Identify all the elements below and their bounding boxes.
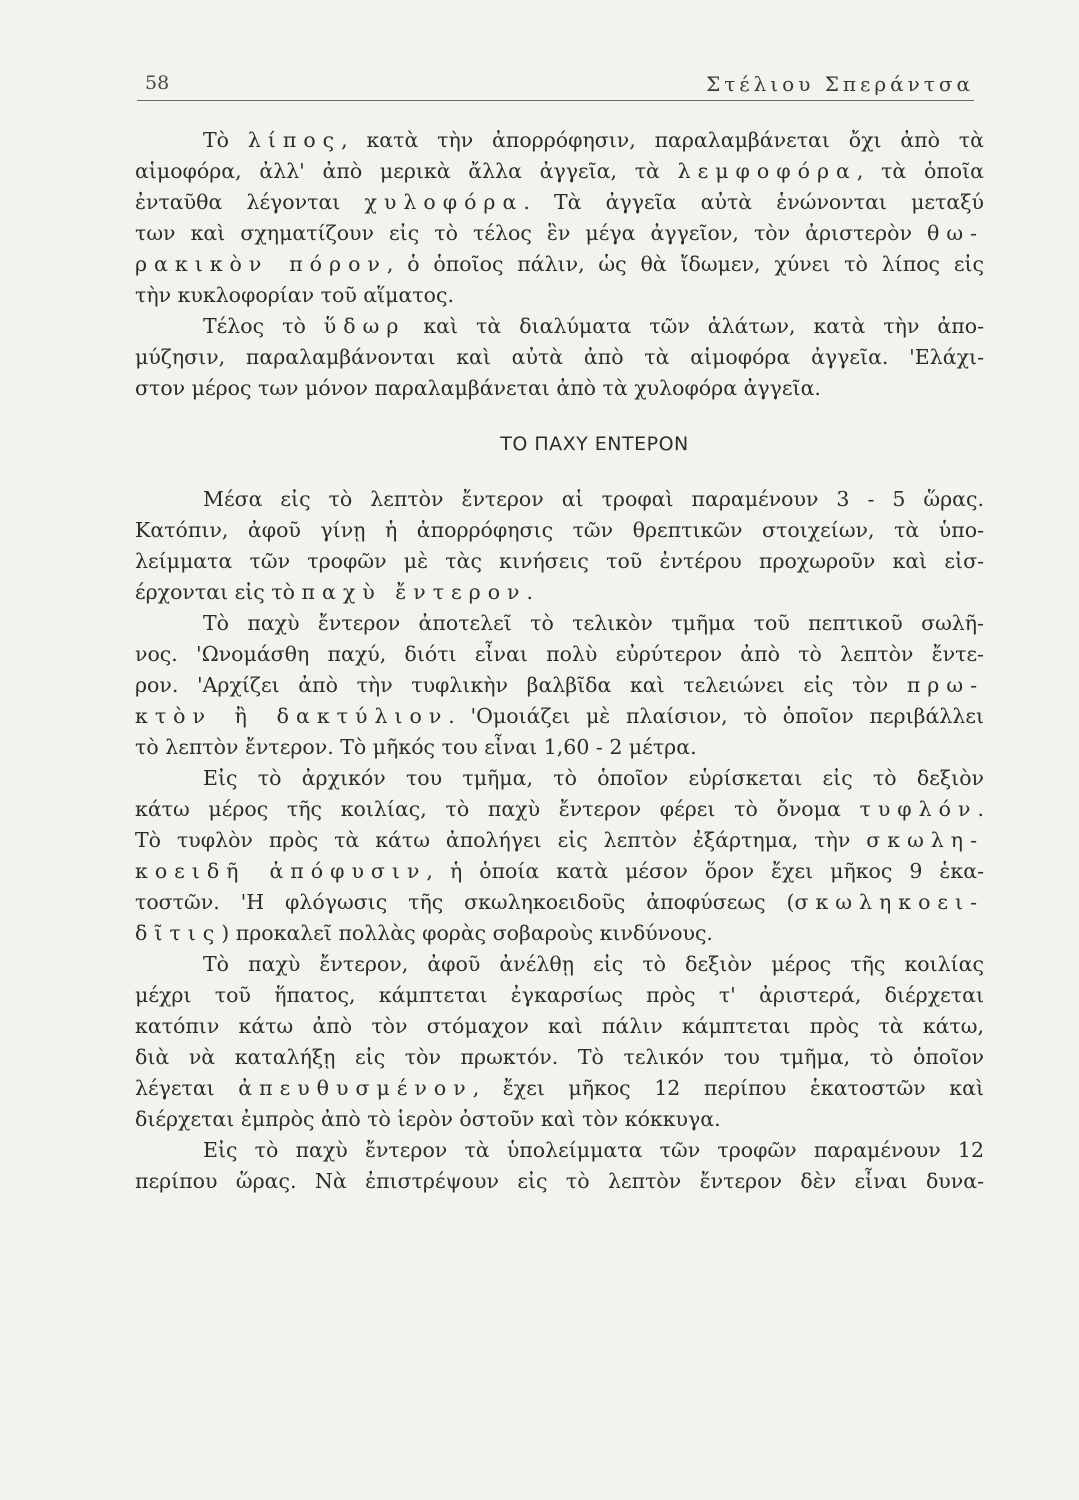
text-line: τοστῶν. 'Η φλόγωσις τῆς σκωληκοειδοῦς ἀποφύσεως (σκωληκοει-: [135, 890, 984, 914]
text-line: λείμματα τῶν τροφῶν μὲ τὰς κινήσεις τοῦ ἐντέρου προχωροῦν καὶ εἰσ-: [135, 549, 984, 573]
paragraph-poreia: [135, 949, 984, 1135]
text-line: Κατόπιν, ἀφοῦ γίνῃ ἡ ἀπορρόφησις τῶν θρεπτικῶν στοιχείων, τὰ ὑπο-: [135, 518, 984, 542]
running-title: Στέλιου Σπεράντσα: [706, 72, 974, 96]
text-line: Τέλος τὸ ὕδωρ καὶ τὰ διαλύματα τῶν ἁλάτων, κατὰ τὴν ἀπο-: [203, 314, 984, 338]
page-header: [137, 70, 974, 101]
text-line: δῖτις) προκαλεῖ πολλὰς φορὰς σοβαροὺς κινδύνους.: [135, 921, 713, 945]
text-line: λέγεται ἀπευθυσμένον, ἔχει μῆκος 12 περίπου ἑκατοστῶν καὶ: [135, 1076, 985, 1100]
text-line: μύζησιν, παραλαμβάνονται καὶ αὐτὰ ἀπὸ τὰ αἱμοφόρα ἀγγεῖα. 'Ελάχι-: [135, 345, 984, 369]
text-line: μέχρι τοῦ ἥπατος, κάμπτεται ἐγκαρσίως πρὸς τ' ἀριστερά, διέρχεται: [135, 983, 984, 1007]
text-line: Εἰς τὸ παχὺ ἔντερον τὰ ὑπολείμματα τῶν τροφῶν παραμένουν 12: [203, 1138, 984, 1162]
paragraph-mesa: [135, 484, 984, 608]
paragraph-pachy: [135, 608, 984, 763]
text-line: τὴν κυκλοφορίαν τοῦ αἵματος.: [135, 283, 455, 307]
text-line: Τὸ τυφλὸν πρὸς τὰ κάτω ἀπολήγει εἰς λεπτὸν ἐξάρτημα, τὴν σκωλη-: [135, 828, 984, 852]
text-line: Τὸ λίπος, κατὰ τὴν ἀπορρόφησιν, παραλαμβάνεται ὄχι ἀπὸ τὰ: [203, 128, 984, 152]
section-title: ΤΟ ΠΑΧΥ ΕΝΤΕΡΟΝ: [500, 433, 689, 455]
text-line: κτὸν ἢ δακτύλιον. 'Ομοιάζει μὲ πλαίσιον, τὸ ὁποῖον περιβάλλει: [135, 704, 984, 728]
text-line: κοειδῆ ἀπόφυσιν, ἡ ὁποία κατὰ μέσον ὅρον ἔχει μῆκος 9 ἑκα-: [135, 859, 985, 883]
text-line: περίπου ὥρας. Νὰ ἐπιστρέψουν εἰς τὸ λεπτὸν ἔντερον δὲν εἶναι δυνα-: [135, 1169, 984, 1193]
text-line: ρακικὸν πόρον, ὁ ὁποῖος πάλιν, ὡς θὰ ἴδωμεν, χύνει τὸ λίπος εἰς: [135, 252, 984, 276]
text-line: αἱμοφόρα, ἀλλ' ἀπὸ μερικὰ ἄλλα ἀγγεῖα, τὰ λεμφοφόρα, τὰ ὁποῖα: [135, 159, 984, 183]
text-line: των καὶ σχηματίζουν εἰς τὸ τέλος ἓν μέγα ἀγγεῖον, τὸν ἀριστερὸν θω-: [135, 221, 984, 245]
text-line: ρον. 'Αρχίζει ἀπὸ τὴν τυφλικὴν βαλβῖδα καὶ τελειώνει εἰς τὸν πρω-: [135, 673, 984, 697]
paragraph-hydor: [135, 311, 984, 404]
text-line: Μέσα εἰς τὸ λεπτὸν ἔντερον αἱ τροφαὶ παραμένουν 3 - 5 ὥρας.: [203, 487, 984, 511]
page-body: [135, 125, 984, 1197]
text-line: τὸ λεπτὸν ἔντερον. Τὸ μῆκός του εἶναι 1,60 - 2 μέτρα.: [135, 735, 697, 759]
text-line: Τὸ παχὺ ἔντερον, ἀφοῦ ἀνέλθῃ εἰς τὸ δεξιὸν μέρος τῆς κοιλίας: [203, 952, 984, 976]
paragraph-tyflon: [135, 763, 984, 949]
text-line: διὰ νὰ καταλήξῃ εἰς τὸν πρωκτόν. Τὸ τελικόν του τμῆμα, τὸ ὁποῖον: [135, 1045, 984, 1069]
text-line: νος. 'Ωνομάσθη παχύ, διότι εἶναι πολὺ εὐρύτερον ἀπὸ τὸ λεπτὸν ἔντε-: [135, 642, 984, 666]
paragraph-lipos: [135, 125, 984, 311]
text-line: Εἰς τὸ ἀρχικόν του τμῆμα, τὸ ὁποῖον εὑρίσκεται εἰς τὸ δεξιὸν: [203, 766, 984, 790]
text-line: κατόπιν κάτω ἀπὸ τὸν στόμαχον καὶ πάλιν κάμπτεται πρὸς τὰ κάτω,: [135, 1014, 984, 1038]
page-number: 58: [145, 72, 170, 94]
paragraph-ores: [135, 1135, 984, 1197]
text-line: Τὸ παχὺ ἔντερον ἀποτελεῖ τὸ τελικὸν τμῆμα τοῦ πεπτικοῦ σωλῆ-: [203, 611, 984, 635]
text-line: έρχονται εἰς τὸ παχὺ ἔντερον.: [135, 580, 534, 604]
text-line: στον μέρος των μόνον παραλαμβάνεται ἀπὸ τὰ χυλοφόρα ἀγγεῖα.: [135, 376, 821, 400]
text-line: διέρχεται ἐμπρὸς ἀπὸ τὸ ἱερὸν ὀστοῦν καὶ τὸν κόκκυγα.: [135, 1107, 721, 1131]
text-line: κάτω μέρος τῆς κοιλίας, τὸ παχὺ ἔντερον φέρει τὸ ὄνομα τυφλόν.: [135, 797, 984, 821]
text-line: ἐνταῦθα λέγονται χυλοφόρα. Τὰ ἀγγεῖα αὐτὰ ἑνώνονται μεταξύ: [135, 190, 984, 214]
